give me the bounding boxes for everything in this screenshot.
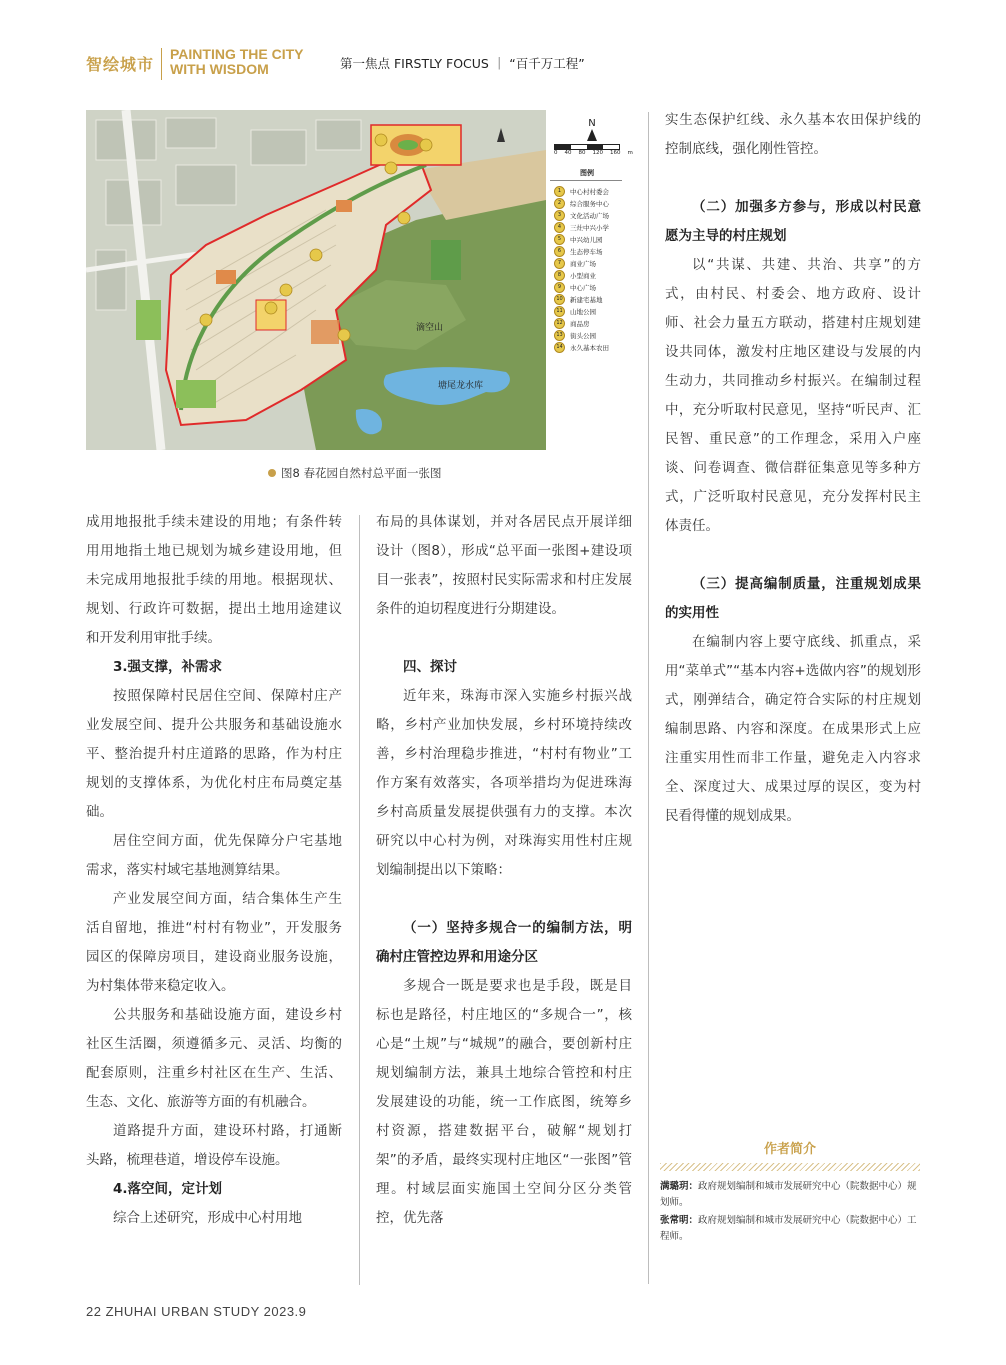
subheading: （三）提高编制质量，注重规划成果的实用性	[665, 576, 921, 621]
legend-label: 新建宅基地	[570, 295, 603, 304]
legend-number-icon: 3	[554, 210, 565, 221]
column-2	[376, 508, 632, 1233]
author-title: 作者简介	[763, 1142, 816, 1157]
paragraph: 在编制内容上要守底线、抓重点，采用“菜单式”“基本内容+选做内容”的规划形式，刚弹结合，确定符合实际的村庄规划编制思路、内容和深度。在成果形式上应注重实用性而非工作量，避免走入内容求全、深度过大、成果过厚的误区，变为村民看得懂的规划成果。	[665, 634, 921, 824]
column-divider	[648, 112, 649, 1284]
legend-number-icon: 14	[554, 342, 565, 353]
paragraph: 成用地报批手续未建设的用地；有条件转用用地指土地已规划为城乡建设用地，但未完成用地报批手续的用地。根据现状、规划、行政许可数据，提出土地用途建议和开发利用审批手续。	[86, 514, 342, 646]
caption-dot-icon	[268, 469, 276, 477]
legend-label: 永久基本农田	[570, 343, 609, 352]
legend-label: 三灶中兴小学	[570, 223, 609, 232]
legend-label: 中心村村委会	[570, 187, 609, 196]
legend-label: 山地公园	[570, 307, 596, 316]
legend-label: 生态停车场	[570, 247, 603, 256]
paragraph: 近年来，珠海市深入实施乡村振兴战略，乡村产业加快发展，乡村环境持续改善，乡村治理稳步推进，“村村有物业”工作方案有效落实，各项举措均为促进珠海乡村高质量发展提供强有力的支撑。本次研究以中心村为例，对珠海实用性村庄规划编制提出以下策略：	[376, 688, 632, 878]
legend-list	[554, 185, 634, 353]
legend-item	[554, 269, 634, 281]
figure-caption: 图8 春花园自然村总平面一张图	[268, 465, 441, 481]
legend-label: 综合服务中心	[570, 199, 609, 208]
subheading: 3.强支撑，补需求	[113, 659, 223, 675]
page-header	[86, 44, 926, 84]
paragraph: 实生态保护红线、永久基本农田保护线的控制底线，强化刚性管控。	[665, 112, 921, 157]
legend-label: 中兴幼儿园	[570, 235, 603, 244]
subheading: （一）坚持多规合一的编制方法，明确村庄管控边界和用途分区	[376, 920, 632, 965]
legend-number-icon: 5	[554, 234, 565, 245]
legend-item	[554, 317, 634, 329]
legend-number-icon: 10	[554, 294, 565, 305]
paragraph: 布局的具体谋划，并对各居民点开展详细设计（图8），形成“总平面一张图+建设项目一张表”，按照村民实际需求和村庄发展条件的迫切程度进行分期建设。	[376, 514, 632, 617]
brand-name-en	[170, 47, 304, 77]
legend-item	[554, 245, 634, 257]
paragraph: 综合上述研究，形成中心村用地	[113, 1210, 302, 1226]
legend-label: 小型商业	[570, 271, 596, 280]
legend-item	[554, 305, 634, 317]
master-plan-map	[86, 110, 546, 450]
section-heading: 四、探讨	[403, 659, 457, 675]
page-footer: 22 ZHUHAI URBAN STUDY 2023.9	[86, 1304, 307, 1319]
paragraph: 道路提升方面，建设环村路，打通断头路，梳理巷道，增设停车设施。	[86, 1123, 342, 1168]
legend-item	[554, 221, 634, 233]
subheading: 4.落空间，定计划	[113, 1181, 223, 1197]
stripe-divider	[660, 1163, 920, 1171]
section-label: 第一焦点 FIRSTLY FOCUS ｜ “百千万工程”	[340, 56, 585, 71]
legend-item	[554, 233, 634, 245]
paragraph: 多规合一既是要求也是手段，既是目标也是路径，村庄地区的“多规合一”，核心是“土规”与“城规”的融合，要创新村庄规划编制方法，兼具土地综合管控和村庄发展建设的功能，统一工作底图，统筹乡村资源，搭建数据平台，破解“规划打架”的矛盾，最终实现村庄地区“一张图”管理。村域层面实施国土空间分区分类管控，优先落	[376, 978, 632, 1226]
legend-number-icon: 1	[554, 186, 565, 197]
paragraph: 公共服务和基础设施方面，建设乡村社区生活圈，须遵循多元、灵活、均衡的配套原则，注重乡村社区在生产、生活、生态、文化、旅游等方面的有机融合。	[86, 1007, 342, 1110]
legend-number-icon: 11	[554, 306, 565, 317]
legend-label: 商品房	[570, 319, 590, 328]
author-info	[660, 1138, 920, 1247]
mountain-label: 滴空山	[416, 323, 444, 333]
column-1	[86, 508, 342, 1233]
brand-en-line1: PAINTING THE CITY	[170, 46, 304, 62]
paragraph: 按照保障村民居住空间、保障村庄产业发展空间、提升公共服务和基础设施水平、整治提升村庄道路的思路，作为村庄规划的支撑体系，为优化村庄布局奠定基础。	[86, 688, 342, 820]
scale-bar: 0 40 80 120 160 m	[554, 144, 620, 158]
legend-label: 中心广场	[570, 283, 596, 292]
legend-label: 商业广场	[570, 259, 596, 268]
legend-title: 图例	[580, 169, 594, 177]
legend-item	[554, 281, 634, 293]
legend-item	[554, 341, 634, 353]
column-3	[665, 106, 921, 831]
legend-item	[554, 185, 634, 197]
brand-divider	[161, 48, 162, 80]
brand-name-cn: 智绘城市	[86, 55, 155, 74]
paragraph: 产业发展空间方面，结合集体生产生活自留地，推进“村村有物业”，开发服务园区的保障房项目，建设商业服务设施，为村集体带来稳定收入。	[86, 891, 342, 994]
paragraph: 居住空间方面，优先保障分户宅基地需求，落实村域宅基地测算结果。	[86, 833, 342, 878]
legend-number-icon: 2	[554, 198, 565, 209]
legend-number-icon: 9	[554, 282, 565, 293]
column-divider	[359, 515, 360, 1285]
legend-divider	[550, 180, 622, 181]
legend-label: 街头公园	[570, 331, 596, 340]
legend-number-icon: 12	[554, 318, 565, 329]
brand-en-line2: WITH WISDOM	[170, 61, 269, 77]
legend-number-icon: 6	[554, 246, 565, 257]
reservoir-label: 塘尾龙水库	[438, 381, 484, 391]
paragraph: 以“共谋、共建、共治、共享”的方式，由村民、村委会、地方政府、设计师、社会力量五方联动，搭建村庄规划建设共同体，激发村庄地区建设与发展的内生动力，共同推动乡村振兴。在编制过程中，充分听取村民意见，坚持“听民声、汇民智、重民意”的工作理念，采用入户座谈、问卷调查、微信群征集意见等多种方式，广泛听取村民意见，充分发挥村民主体责任。	[665, 257, 921, 534]
subheading: （二）加强多方参与，形成以村民意愿为主导的村庄规划	[665, 199, 921, 244]
legend-number-icon: 8	[554, 270, 565, 281]
legend-number-icon: 7	[554, 258, 565, 269]
legend-number-icon: 4	[554, 222, 565, 233]
legend-number-icon: 13	[554, 330, 565, 341]
map-legend	[548, 112, 648, 447]
legend-label: 文化活动广场	[570, 211, 609, 220]
legend-item	[554, 209, 634, 221]
north-arrow-icon: N	[586, 118, 598, 141]
author-entry: 张常明：政府规划编制和城市发展研究中心（院数据中心）工程师。	[660, 1215, 917, 1242]
legend-item	[554, 257, 634, 269]
author-entry: 满璐玥：政府规划编制和城市发展研究中心（院数据中心）规划师。	[660, 1181, 917, 1208]
map-illustration	[86, 110, 546, 450]
legend-item	[554, 197, 634, 209]
legend-item	[554, 329, 634, 341]
legend-item	[554, 293, 634, 305]
